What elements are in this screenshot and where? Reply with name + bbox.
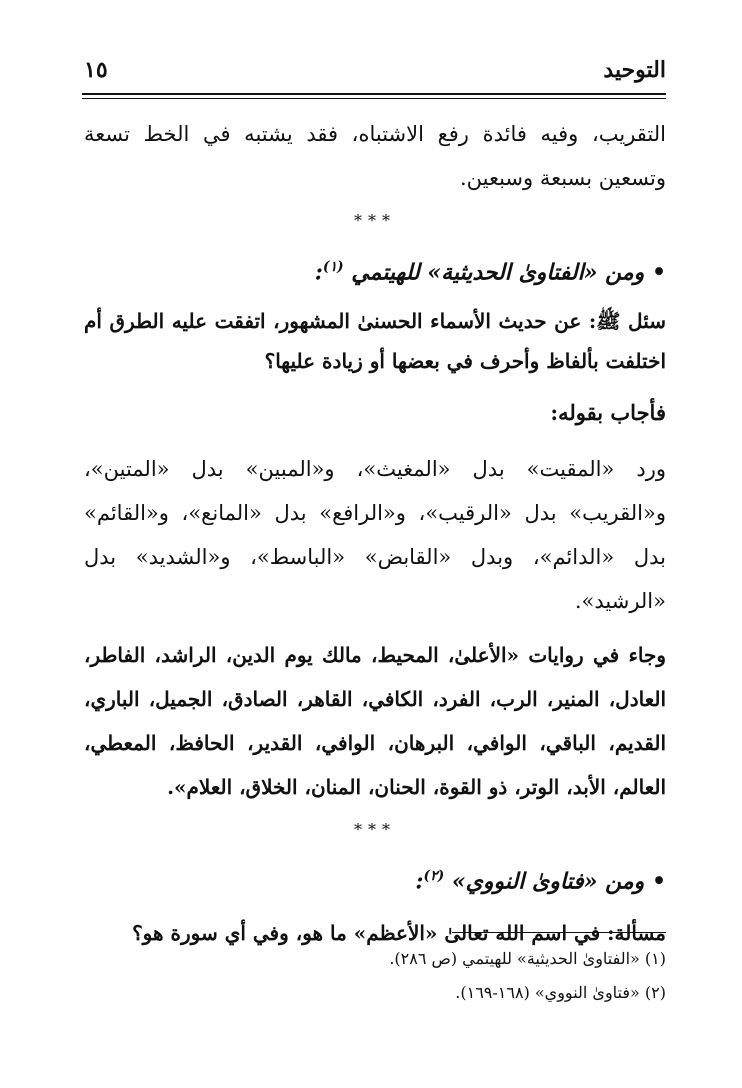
question-1: سئل ﷺ: عن حديث الأسماء الحسنىٰ المشهور، اتفقت عليه الطرق أم اختلفت بألفاظ وأحرف في بعضها أو زيادة عليها؟	[84, 309, 666, 374]
header-rule-thin	[82, 98, 666, 99]
header-rule	[82, 93, 666, 95]
question-2: مسألة: في اسم الله تعالىٰ «الأعظم» ما هو، وفي أي سورة هو؟	[132, 920, 666, 945]
bullet-icon: •	[651, 868, 666, 895]
answer-label: فأجاب بقوله:	[550, 400, 666, 426]
section-separator-2: ***	[354, 820, 396, 840]
paragraph-2: ورد «المقيت» بدل «المغيث»، و«المبين» بدل «المتين»، و«القريب» بدل «الرقيب»، و«الرافع» بدل «المانع»، و«القائم» بدل «الدائم»، وبدل «القابض» «الباسط»، و«الشديد» بدل «الرشيد».	[84, 457, 666, 614]
section-heading-1	[84, 244, 666, 295]
main-text	[84, 112, 666, 955]
heading-colon: :	[415, 868, 424, 895]
footnote-ref-2[interactable]: (٢)	[423, 868, 445, 885]
heading-colon: :	[314, 259, 323, 286]
footnotes	[84, 942, 666, 1010]
heading-text: ومن «فتاوىٰ النووي»	[451, 868, 645, 895]
running-title: التوحيد	[603, 57, 666, 83]
bullet-icon: •	[651, 259, 666, 286]
page-number: ١٥	[84, 57, 108, 83]
paragraph-3: وجاء في روايات «الأعلىٰ، المحيط، مالك يوم الدين، الراشد، الفاطر، العادل، المنير، الرب، الفرد، الكافي، القاهر، الصادق، الجميل، الباري، القديم، الباقي، الوافي، البرهان، الوافي، القدير، الحافظ، المعطي، العالم، الأبد، الوتر، ذو القوة، الحنان، المنان، الخلاق، العلام».	[84, 643, 666, 800]
paragraph-1: التقريب، وفيه فائدة رفع الاشتباه، فقد يشتبه في الخط تسعة وتسعين بسبعة وسبعين.	[84, 122, 666, 190]
footnote-rule	[452, 932, 666, 933]
page-header	[84, 52, 666, 88]
footnote-2: (٢) «فتاوىٰ النووي» (١٦٨-١٦٩).	[455, 983, 666, 1002]
heading-text: ومن «الفتاوىٰ الحديثية» للهيتمي	[351, 259, 645, 286]
section-heading-2	[84, 853, 666, 904]
footnote-1: (١) «الفتاوىٰ الحديثية» للهيتمي (ص ٢٨٦).	[389, 949, 666, 968]
section-separator-1: ***	[354, 211, 396, 230]
footnote-ref-1[interactable]: (١)	[322, 259, 344, 275]
